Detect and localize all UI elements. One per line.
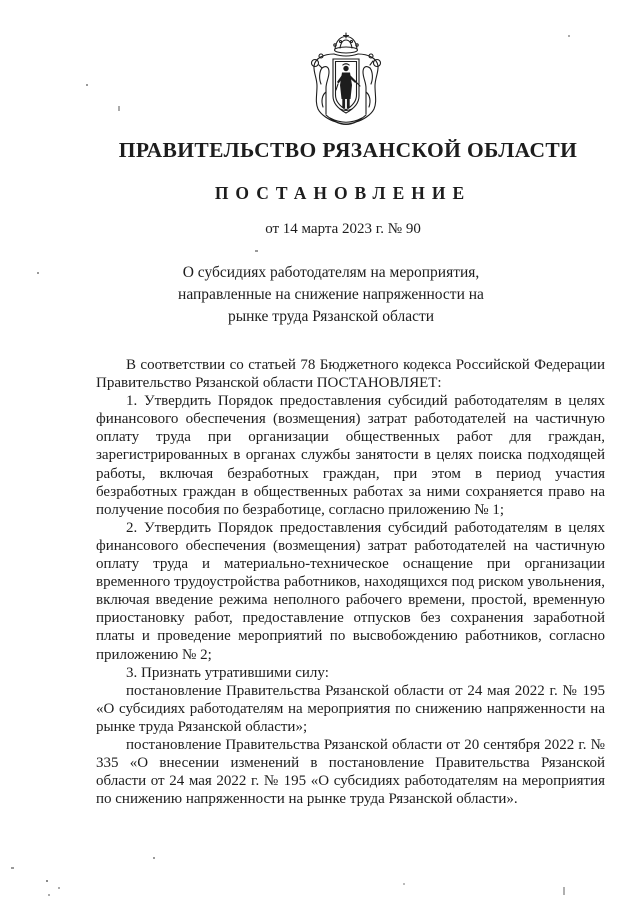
scan-speck: [118, 106, 120, 111]
document-title-line: рынке труда Рязанской области: [227, 308, 435, 325]
paragraph-preamble: В соответствии со статьей 78 Бюджетного кодекса Российской Федерации Правительство Рязанской области ПОСТАНОВЛЯЕТ:: [96, 357, 605, 392]
document-date-number: от 14 марта 2023 г. № 90: [265, 221, 421, 237]
scan-speck: [48, 894, 50, 896]
scan-speck: [153, 857, 155, 859]
coat-of-arms-emblem: [302, 32, 390, 129]
document-title-line: направленные на снижение напряженности на: [178, 286, 484, 303]
ryazan-coat-of-arms-icon: [302, 32, 390, 129]
scan-speck: [255, 250, 258, 252]
document-type-heading: ПОСТАНОВЛЕНИЕ: [214, 183, 472, 203]
document-title: [11, 262, 640, 328]
scan-speck: [568, 35, 570, 37]
scan-speck: [11, 867, 14, 869]
paragraph-item-1: 1. Утвердить Порядок предоставления субсидий работодателям в целях финансового обеспечения (возмещения) затрат работодателей на частичную оплату труда при организации общественных работ для граждан, зарегистрированных в органах службы занятости в целях поиска подходящей работы, включая безработных граждан, при этом в период участия безработных граждан в общественных работах за ними сохраняется право на получение пособия по безработице, согласно приложению № 1;: [96, 393, 605, 518]
scan-speck: [403, 883, 405, 885]
paragraph-item-3: 3. Признать утратившими силу:: [126, 664, 329, 681]
paragraph-repealed-1: постановление Правительства Рязанской области от 24 мая 2022 г. № 195 «О субсидиях работодателям на мероприятия по снижению напряженности на рынке труда Рязанской области»;: [96, 682, 605, 735]
paragraph-repealed-2: постановление Правительства Рязанской области от 20 сентября 2022 г. № 335 «О внесении изменений в постановление Правительства Рязанской области от 24 мая 2022 г. № 195 «О субсидиях работодателям на мероприятия по снижению напряженности на рынке труда Рязанской области».: [96, 736, 605, 808]
scan-speck: [58, 887, 60, 889]
scan-speck: [86, 84, 88, 86]
organization-name: ПРАВИТЕЛЬСТВО РЯЗАНСКОЙ ОБЛАСТИ: [118, 138, 578, 162]
document-title-line: О субсидиях работодателям на мероприятия,: [182, 264, 480, 281]
scan-speck: [46, 880, 48, 882]
paragraph-item-2: 2. Утвердить Порядок предоставления субсидий работодателям в целях финансового обеспечения (возмещения) затрат работодателей на частичную оплату труда и материально-техническое оснащение при организации временного трудоустройства работников, находящихся под риском увольнения, включая введение режима неполного рабочего времени, простой, временную приостановку работ, предоставление отпусков без сохранения заработной платы и проведение мероприятий по высвобождению работников, согласно приложению № 2;: [96, 519, 605, 663]
scan-speck: [37, 272, 39, 274]
scan-speck: [563, 887, 565, 895]
document-body: [0, 356, 640, 808]
